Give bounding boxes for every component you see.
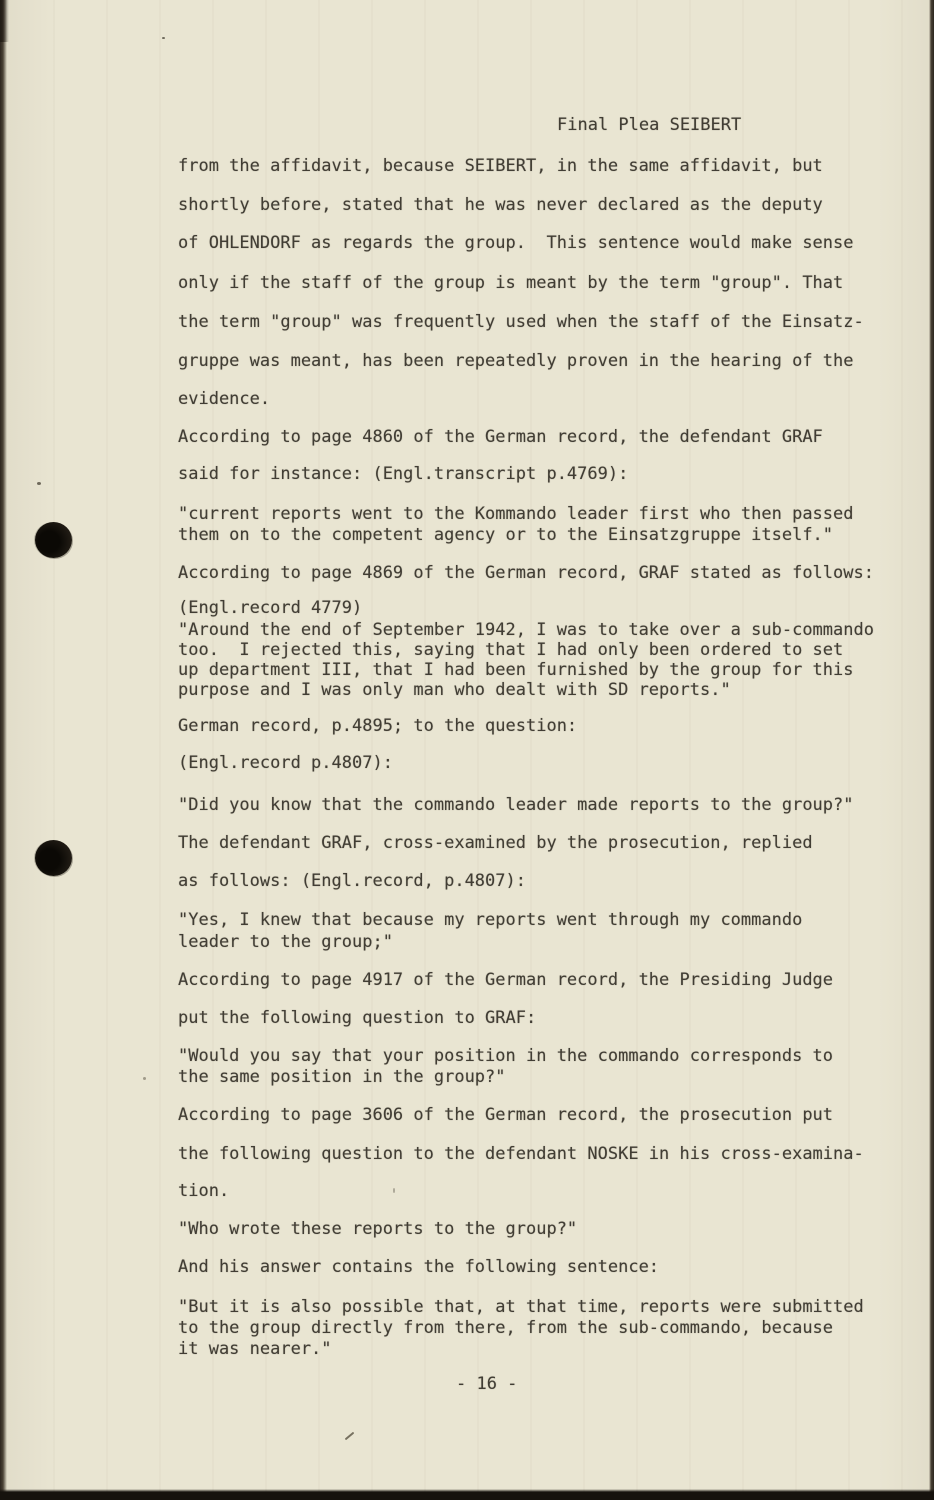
text-line: evidence. bbox=[178, 389, 271, 409]
paper-speck bbox=[393, 1188, 395, 1193]
text-line: German record, p.4895; to the question: bbox=[178, 716, 578, 736]
text-line: purpose and I was only man who dealt with SD reports." bbox=[178, 680, 731, 700]
text-line: "Yes, I knew that because my reports went through my commando bbox=[178, 910, 803, 930]
text-line: "current reports went to the Kommando leader first who then passed bbox=[178, 504, 854, 524]
text-line: gruppe was meant, has been repeatedly proven in the hearing of the bbox=[178, 351, 854, 371]
text-line: The defendant GRAF, cross-examined by the prosecution, replied bbox=[178, 833, 813, 853]
text-line: them on to the competent agency or to the Einsatzgruppe itself." bbox=[178, 525, 834, 545]
paper-speck bbox=[37, 482, 41, 485]
text-line: as follows: (Engl.record, p.4807): bbox=[178, 871, 526, 891]
text-line: And his answer contains the following sentence: bbox=[178, 1257, 660, 1277]
text-line: it was nearer." bbox=[178, 1339, 332, 1359]
paper-speck bbox=[162, 37, 165, 39]
text-line: shortly before, stated that he was never declared as the deputy bbox=[178, 195, 823, 215]
pencil-mark bbox=[345, 1432, 355, 1441]
text-line: According to page 4869 of the German record, GRAF stated as follows: bbox=[178, 563, 874, 583]
text-line: "But it is also possible that, at that time, reports were submitted bbox=[178, 1297, 864, 1317]
text-line: up department III, that I had been furnished by the group for this bbox=[178, 660, 854, 680]
text-line: the following question to the defendant NOSKE in his cross-examina- bbox=[178, 1144, 864, 1164]
text-line: "Did you know that the commando leader made reports to the group?" bbox=[178, 795, 854, 815]
text-line: According to page 3606 of the German record, the prosecution put bbox=[178, 1105, 834, 1125]
text-line: only if the staff of the group is meant by the term "group". That bbox=[178, 273, 844, 293]
text-line: put the following question to GRAF: bbox=[178, 1008, 537, 1028]
text-line: "Around the end of September 1942, I was to take over a sub-commando bbox=[178, 620, 874, 640]
scan-edge-bottom bbox=[0, 1489, 934, 1500]
text-line: (Engl.record 4779) bbox=[178, 598, 363, 618]
text-line: According to page 4860 of the German record, the defendant GRAF bbox=[178, 427, 823, 447]
hole-punch-top bbox=[35, 522, 72, 558]
text-line: of OHLENDORF as regards the group. This sentence would make sense bbox=[178, 233, 854, 253]
scan-edge-left bbox=[0, 0, 7, 1500]
page-number: - 16 - bbox=[456, 1374, 518, 1394]
scan-edge-right bbox=[929, 0, 934, 1500]
text-line: "Who wrote these reports to the group?" bbox=[178, 1219, 578, 1239]
text-line: the term "group" was frequently used when the staff of the Einsatz- bbox=[178, 312, 864, 332]
page-header: Final Plea SEIBERT bbox=[557, 115, 742, 135]
text-line: (Engl.record p.4807): bbox=[178, 753, 393, 773]
text-line: According to page 4917 of the German record, the Presiding Judge bbox=[178, 970, 834, 990]
text-line: too. I rejected this, saying that I had only been ordered to set bbox=[178, 640, 844, 660]
text-line: from the affidavit, because SEIBERT, in the same affidavit, but bbox=[178, 156, 823, 176]
scan-corner-shade bbox=[0, 0, 9, 42]
text-line: to the group directly from there, from the sub-commando, because bbox=[178, 1318, 834, 1338]
hole-punch-bottom bbox=[35, 840, 72, 876]
text-line: "Would you say that your position in the commando corresponds to bbox=[178, 1046, 834, 1066]
text-line: said for instance: (Engl.transcript p.4769): bbox=[178, 464, 629, 484]
text-line: tion. bbox=[178, 1181, 230, 1201]
paper-speck bbox=[143, 1077, 146, 1080]
text-line: leader to the group;" bbox=[178, 932, 393, 952]
text-line: the same position in the group?" bbox=[178, 1067, 506, 1087]
